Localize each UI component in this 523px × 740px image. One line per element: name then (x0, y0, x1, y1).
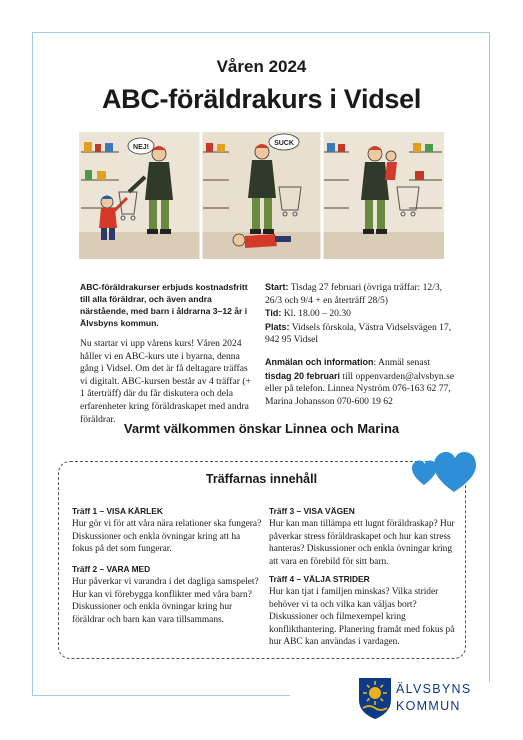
signup-text-1: : Anmäl senast (373, 356, 431, 368)
session-2 (72, 563, 262, 626)
comic-strip-illustration (79, 132, 444, 259)
intro-body: Nu startar vi upp vårens kurs! Våren 2024 håller vi en ABC-kurs ute i byarna, denna gång i Vidsel. Om det är få deltagare träffas vi digitalt. ABC-kursen består av 4 träffar (+ 1 återträff) där du får diskutera och dela erfarenheter kring föräldraskapet med andra föräldrar. (80, 338, 251, 425)
logo-line-2: KOMMUN (396, 699, 461, 713)
details-column (265, 281, 455, 417)
session-1-heading: Träff 1 – VISA KÄRLEK (72, 506, 163, 516)
session-1 (72, 505, 262, 556)
session-4-heading: Träff 4 – VÄLJA STRIDER (269, 574, 370, 584)
session-4 (269, 573, 459, 648)
session-3-heading: Träff 3 – VISA VÄGEN (269, 506, 355, 516)
time-text: Kl. 18.00 – 20.30 (283, 308, 351, 320)
intro-lead: ABC-föräldrakurser erbjuds kostnadsfritt till alla föräldrar, och även andra närstående, med barn i åldrarna 3–12 år i Älvsbyns kommun. (80, 282, 248, 328)
place-info (265, 321, 455, 347)
start-label: Start: (265, 282, 289, 292)
sessions-title: Träffarnas innehåll (205, 472, 318, 486)
speech-bubble-1: NEJ! (133, 144, 149, 151)
speech-bubble-2: SUCK (274, 140, 294, 147)
signup-text-2: till oppenvarden@alvsbyn.se eller på telefon. Linnea Nyström 076-163 62 77, Marina Johansson 070-600 19 62 (265, 370, 455, 407)
session-4-text: Hur kan tjat i familjen minskas? Vilka strider behöver vi ta och vilka kan väljas bort? Diskussioner och filmexempel kring konflikthantering. Planering framåt med fokus på hur ABC kan användas i vardagen. (269, 587, 455, 648)
season-heading: Våren 2024 (216, 57, 307, 76)
signup-info (265, 356, 455, 408)
logo-line-1: ÄLVSBYNS (396, 682, 472, 696)
signup-label: Anmälan och information (265, 356, 374, 367)
municipality-crest-icon (357, 676, 393, 720)
place-text: Vidsels förskola, Västra Vidselsvägen 17, 942 95 Vidsel (265, 321, 452, 346)
session-2-heading: Träff 2 – VARA MED (72, 564, 151, 574)
place-label: Plats: (265, 321, 290, 332)
session-1-text: Hur gör vi för att våra nära relationer ska fungera? Diskussioner och enkla övningar kring att ha fokus på det som fungerar. (72, 519, 262, 555)
start-text: Tisdag 27 februari (övriga träffar: 12/3, 26/3 och 9/4 + en återträff 28/5) (265, 282, 443, 306)
time-label: Tid: (265, 308, 282, 319)
session-3 (269, 505, 459, 568)
intro-column (80, 281, 252, 435)
session-2-text: Hur påverkar vi varandra i det dagliga samspelet? Hur kan vi förebygga konflikter med våra barn? Diskussioner och enkla övningar kring hur föräldrar och barn kan vara tillsammans. (72, 577, 259, 625)
session-3-text: Hur kan man tillämpa ett lugnt föräldraskap? Hur påverkar stress föräldraskapet och hur kan stress hanteras? Diskussioner och enkla övningar kring att vara en förebild för sitt barn. (269, 519, 455, 567)
signup-deadline: tisdag 20 februari (265, 370, 341, 381)
start-info (265, 281, 455, 307)
welcome-message: Varmt välkommen önskar Linnea och Marina (123, 421, 400, 436)
time-info (265, 307, 455, 321)
page-title: ABC-föräldrakurs i Vidsel (101, 84, 422, 114)
